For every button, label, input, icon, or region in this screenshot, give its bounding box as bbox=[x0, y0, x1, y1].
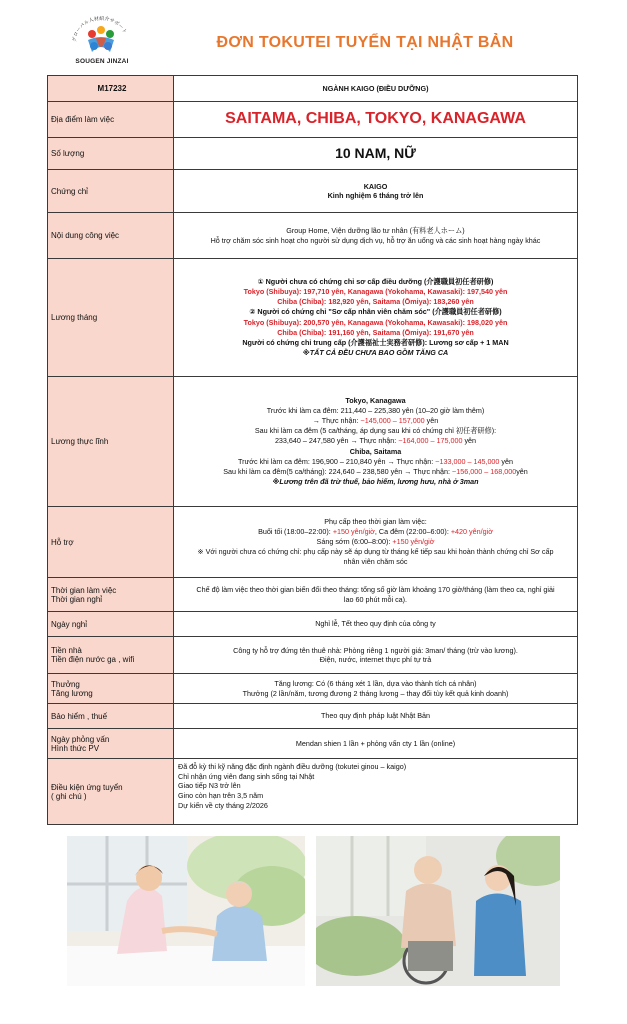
condition-item: Giao tiếp N3 trở lên bbox=[178, 781, 241, 791]
support-l2: Buổi tối (18:00–22:00): +150 yên/giờ, Ca đêm (22:00–6:00): +420 yên/giờ bbox=[258, 527, 493, 537]
quantity-label: Số lượng bbox=[48, 138, 174, 170]
housing-l1: Công ty hỗ trợ đứng tên thuê nhà: Phòng riêng 1 người giá: 3man/ tháng (trừ vào lương). bbox=[233, 645, 518, 655]
location-label: Địa điểm làm việc bbox=[48, 102, 174, 138]
actual-tk-after: Sau khi làm ca đêm (5 ca/tháng, áp dụng sau khi có chứng chỉ 初任者研修): bbox=[254, 426, 497, 436]
salary-label: Lương tháng bbox=[48, 259, 174, 377]
salary-h1-l1: Tokyo (Shibuya): 197,710 yên, Kanagawa (Yokohama, Kawasaki): 197,540 yên bbox=[243, 287, 508, 297]
content-line2: Hỗ trợ chăm sóc sinh hoạt cho người sử dụng dịch vụ, hỗ trợ ăn uống và các sinh hoạt hàng ngày khác bbox=[210, 235, 541, 245]
actual-tk-before-net-line: → Thực nhận: ~145,000 – 157,000 yên bbox=[312, 415, 439, 425]
conditions-label2: ( ghi chú ) bbox=[51, 791, 87, 801]
actual-tk-after-line: 233,640 – 247,580 yên → Thực nhận: ~164,000 – 175,000 yên bbox=[274, 436, 477, 446]
worktime-label2: Thời gian nghỉ bbox=[51, 594, 103, 604]
row-housing bbox=[48, 637, 578, 674]
actual-label: Lương thực lĩnh bbox=[48, 377, 174, 507]
certificate-line2: Kinh nghiệm 6 tháng trở lên bbox=[327, 191, 424, 200]
certificate-line1: KAIGO bbox=[363, 181, 388, 191]
salary-note: ※TẤT CẢ ĐỀU CHƯA BAO GỒM TĂNG CA bbox=[302, 347, 449, 357]
row-conditions bbox=[48, 759, 578, 825]
actual-tk-title: Tokyo, Kanagawa bbox=[345, 395, 406, 405]
condition-item: Dự kiến về cty tháng 2/2026 bbox=[178, 800, 268, 810]
row-bonus bbox=[48, 674, 578, 704]
job-table bbox=[47, 75, 578, 825]
support-l4: ※ Với người chưa có chứng chỉ: phụ cấp này sẽ áp dụng từ tháng kế tiếp sau khi hoàn thành chứng chỉ Sơ cấp nhân viên chăm sóc bbox=[197, 546, 554, 566]
job-code: M17232 bbox=[48, 76, 174, 102]
conditions-label1: Điều kiện ứng tuyển bbox=[51, 782, 123, 792]
worktime-value: Chế độ làm việc theo thời gian biến đổi theo tháng: tổng số giờ làm khoảng 170 giờ/tháng (làm theo ca, nghỉ giải lao 60 phút mỗi ca). bbox=[174, 578, 578, 612]
actual-cs-after-line: Sau khi làm ca đêm(5 ca/tháng): 224,640 – 238,580 yên → Thực nhận: ~156,000 – 168,000yên bbox=[223, 467, 528, 477]
row-actual bbox=[48, 377, 578, 507]
salary-h2-l2: Chiba (Chiba): 191,160 yên, Saitama (Ōmiya): 191,670 yên bbox=[277, 327, 474, 337]
interview-label1: Ngày phỏng vấn bbox=[51, 734, 110, 744]
salary-h2-l1: Tokyo (Shibuya): 200,570 yên, Kanagawa (Yokohama, Kawasaki): 198,020 yên bbox=[243, 317, 508, 327]
bonus-l1: Tăng lương: Có (6 tháng xét 1 lần, dựa vào thành tích cá nhân) bbox=[274, 679, 477, 689]
row-quantity bbox=[48, 138, 578, 170]
industry: NGÀNH KAIGO (ĐIỀU DƯỠNG) bbox=[174, 76, 578, 102]
quantity-value: 10 NAM, NỮ bbox=[335, 145, 416, 162]
insurance-value: Theo quy định pháp luật Nhật Bản bbox=[174, 704, 578, 729]
header bbox=[0, 0, 627, 74]
condition-item: Gino còn hạn trên 3,5 năm bbox=[178, 791, 264, 801]
actual-cs-title: Chiba, Saitama bbox=[349, 446, 402, 456]
page-title: ĐƠN TOKUTEI TUYỂN TẠI NHẬT BẢN bbox=[216, 34, 514, 51]
support-l3: Sáng sớm (6:00–8:00): +150 yên/giờ bbox=[316, 537, 435, 547]
salary-h1: ① Người chưa có chứng chỉ sơ cấp điều dưỡng (介護職員初任者研修) bbox=[257, 277, 494, 287]
row-worktime bbox=[48, 578, 578, 612]
housing-label2: Tiền điện nước ga , wifi bbox=[51, 655, 135, 664]
housing-l2: Điện, nước, internet thực phí tự trả bbox=[319, 655, 432, 664]
actual-cs-after-net: ~156,000 – 168,000 bbox=[452, 467, 517, 477]
actual-tk-after-net: ~164,000 – 175,000 bbox=[398, 436, 463, 446]
actual-tk-before-net: ~145,000 – 157,000 bbox=[360, 415, 425, 425]
row-content bbox=[48, 213, 578, 259]
content-label: Nội dung công việc bbox=[48, 213, 174, 259]
certificate-label: Chứng chỉ bbox=[48, 170, 174, 213]
salary-mid: Người có chứng chỉ trung cấp (介護福祉士実務者研修): Lương sơ cấp + 1 MAN bbox=[242, 337, 509, 347]
row-certificate bbox=[48, 170, 578, 213]
holiday-label: Ngày nghỉ bbox=[48, 612, 174, 637]
logo-text: SOUGEN JINZAI bbox=[75, 58, 129, 65]
actual-note: ※Lương trên đã trừ thuế, bảo hiểm, lương hưu, nhà ở 3man bbox=[272, 477, 479, 487]
bonus-label2: Tăng lương bbox=[51, 688, 93, 698]
row-location bbox=[48, 102, 578, 138]
content-line1: Group Home, Viện dưỡng lão tư nhân (有料老人ホーム) bbox=[286, 226, 465, 236]
location-value: SAITAMA, CHIBA, TOKYO, KANAGAWA bbox=[225, 110, 526, 128]
actual-cs-before-line: Trước khi làm ca đêm: 196,900 – 210,840 yên → Thực nhận: ~133,000 – 145,000 yên bbox=[237, 456, 514, 466]
row-code bbox=[48, 76, 578, 102]
condition-item: Đã đỗ kỳ thi kỹ năng đặc định ngành điều dưỡng (tokutei ginou – kaigo) bbox=[178, 762, 407, 771]
bonus-label1: Thưởng bbox=[51, 679, 80, 689]
photo-caregiver-wheelchair-right bbox=[316, 836, 560, 986]
housing-label1: Tiền nhà bbox=[51, 646, 82, 655]
row-holiday bbox=[48, 612, 578, 637]
worktime-label1: Thời gian làm việc bbox=[51, 585, 117, 595]
row-insurance bbox=[48, 704, 578, 729]
holiday-value: Nghỉ lễ, Tết theo quy định của công ty bbox=[174, 612, 578, 637]
logo-arc-text: グローバル人材紹介サポート bbox=[71, 15, 128, 43]
actual-cs-before-net: ~133,000 – 145,000 bbox=[435, 456, 500, 466]
row-interview bbox=[48, 729, 578, 759]
salary-h1-l2: Chiba (Chiba): 182,920 yên, Saitama (Ōmiya): 183,260 yên bbox=[277, 297, 474, 307]
condition-item: Chỉ nhận ứng viên đang sinh sống tại Nhật bbox=[178, 771, 315, 781]
support-l1: Phụ cấp theo thời gian làm việc: bbox=[324, 517, 427, 527]
interview-label2: Hình thức PV bbox=[51, 743, 100, 753]
row-salary bbox=[48, 259, 578, 377]
support-label: Hỗ trợ bbox=[48, 507, 174, 578]
actual-tk-before: Trước khi làm ca đêm: 211,440 – 225,380 yên (10–20 giờ làm thêm) bbox=[266, 405, 485, 415]
row-support bbox=[48, 507, 578, 578]
photo-caregiver-elderly-left bbox=[67, 836, 305, 986]
interview-value: Mendan shien 1 lần + phỏng vấn cty 1 lần (online) bbox=[174, 729, 578, 759]
insurance-label: Bảo hiểm , thuế bbox=[48, 704, 174, 729]
salary-h2: ② Người có chứng chỉ "Sơ cấp nhân viên chăm sóc" (介護職員初任者研修) bbox=[249, 307, 502, 317]
bonus-l2: Thưởng (2 lần/năm, tương đương 2 tháng lương – thay đổi tùy kết quả kinh doanh) bbox=[242, 688, 509, 698]
